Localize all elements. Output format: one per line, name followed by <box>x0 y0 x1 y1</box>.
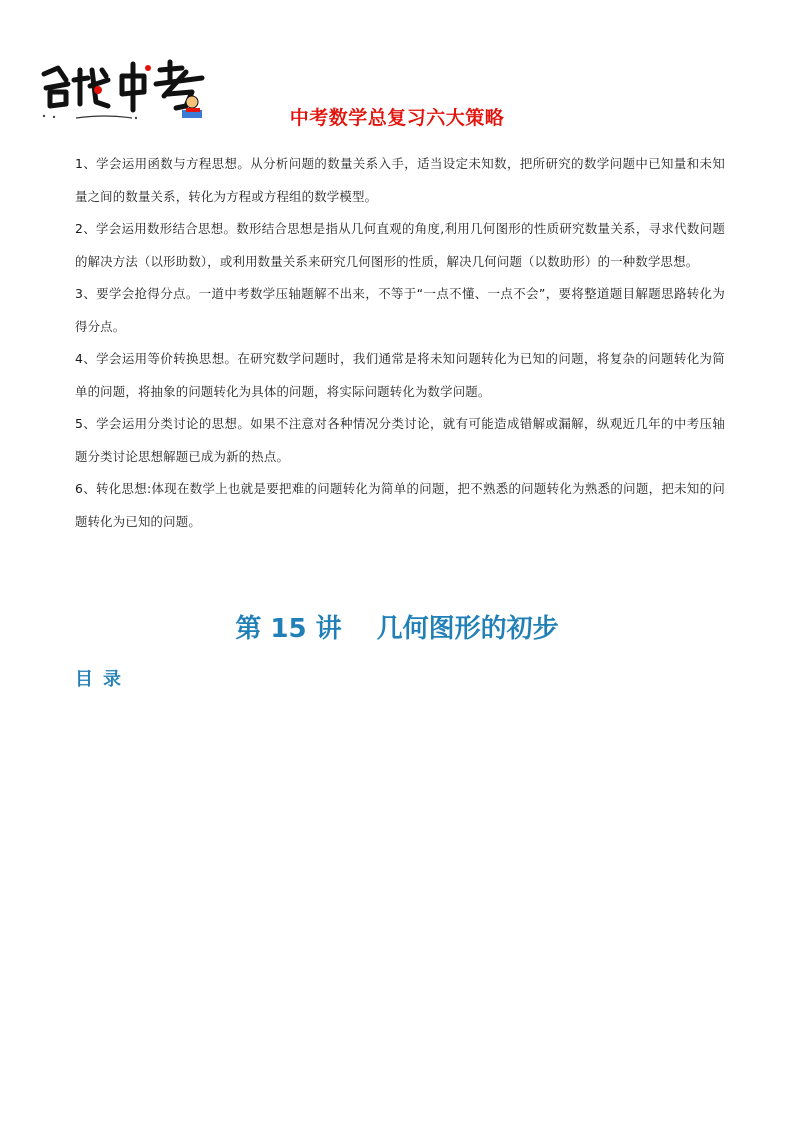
strategy-list <box>75 148 725 538</box>
strategy-item: 6、转化思想:体现在数学上也就是要把难的问题转化为简单的问题，把不熟悉的问题转化为熟悉的问题，把未知的问题转化为已知的问题。 <box>75 481 725 529</box>
strategy-item: 3、要学会抢得分点。一道中考数学压轴题解不出来，不等于“一点不懂、一点不会”，要将整道题目解题思路转化为得分点。 <box>75 286 725 334</box>
strategy-title: 中考数学总复习六大策略 <box>289 107 505 129</box>
strategy-item: 4、学会运用等价转换思想。在研究数学问题时，我们通常是将未知问题转化为已知的问题，将复杂的问题转化为简单的问题，将抽象的问题转化为具体的问题，将实际问题转化为数学问题。 <box>75 351 725 399</box>
strategy-item: 2、学会运用数形结合思想。数形结合思想是指从几何直观的角度,利用几何图形的性质研究数量关系，寻求代数问题的解决方法（以形助数），或利用数量关系来研究几何图形的性质，解决几何问题（以数助形）的一种数学思想。 <box>75 221 725 269</box>
strategy-item: 5、学会运用分类讨论的思想。如果不注意对各种情况分类讨论，就有可能造成错解或漏解，纵观近几年的中考压轴题分类讨论思想解题已成为新的热点。 <box>75 416 725 464</box>
strategy-item: 1、学会运用函数与方程思想。从分析问题的数量关系入手，适当设定未知数，把所研究的数学问题中已知量和未知量之间的数量关系，转化为方程或方程组的数学模型。 <box>75 156 725 204</box>
toc-heading: 目录 <box>75 669 131 690</box>
lecture-title: 第 15 讲 几何图形的初步 <box>235 614 559 644</box>
